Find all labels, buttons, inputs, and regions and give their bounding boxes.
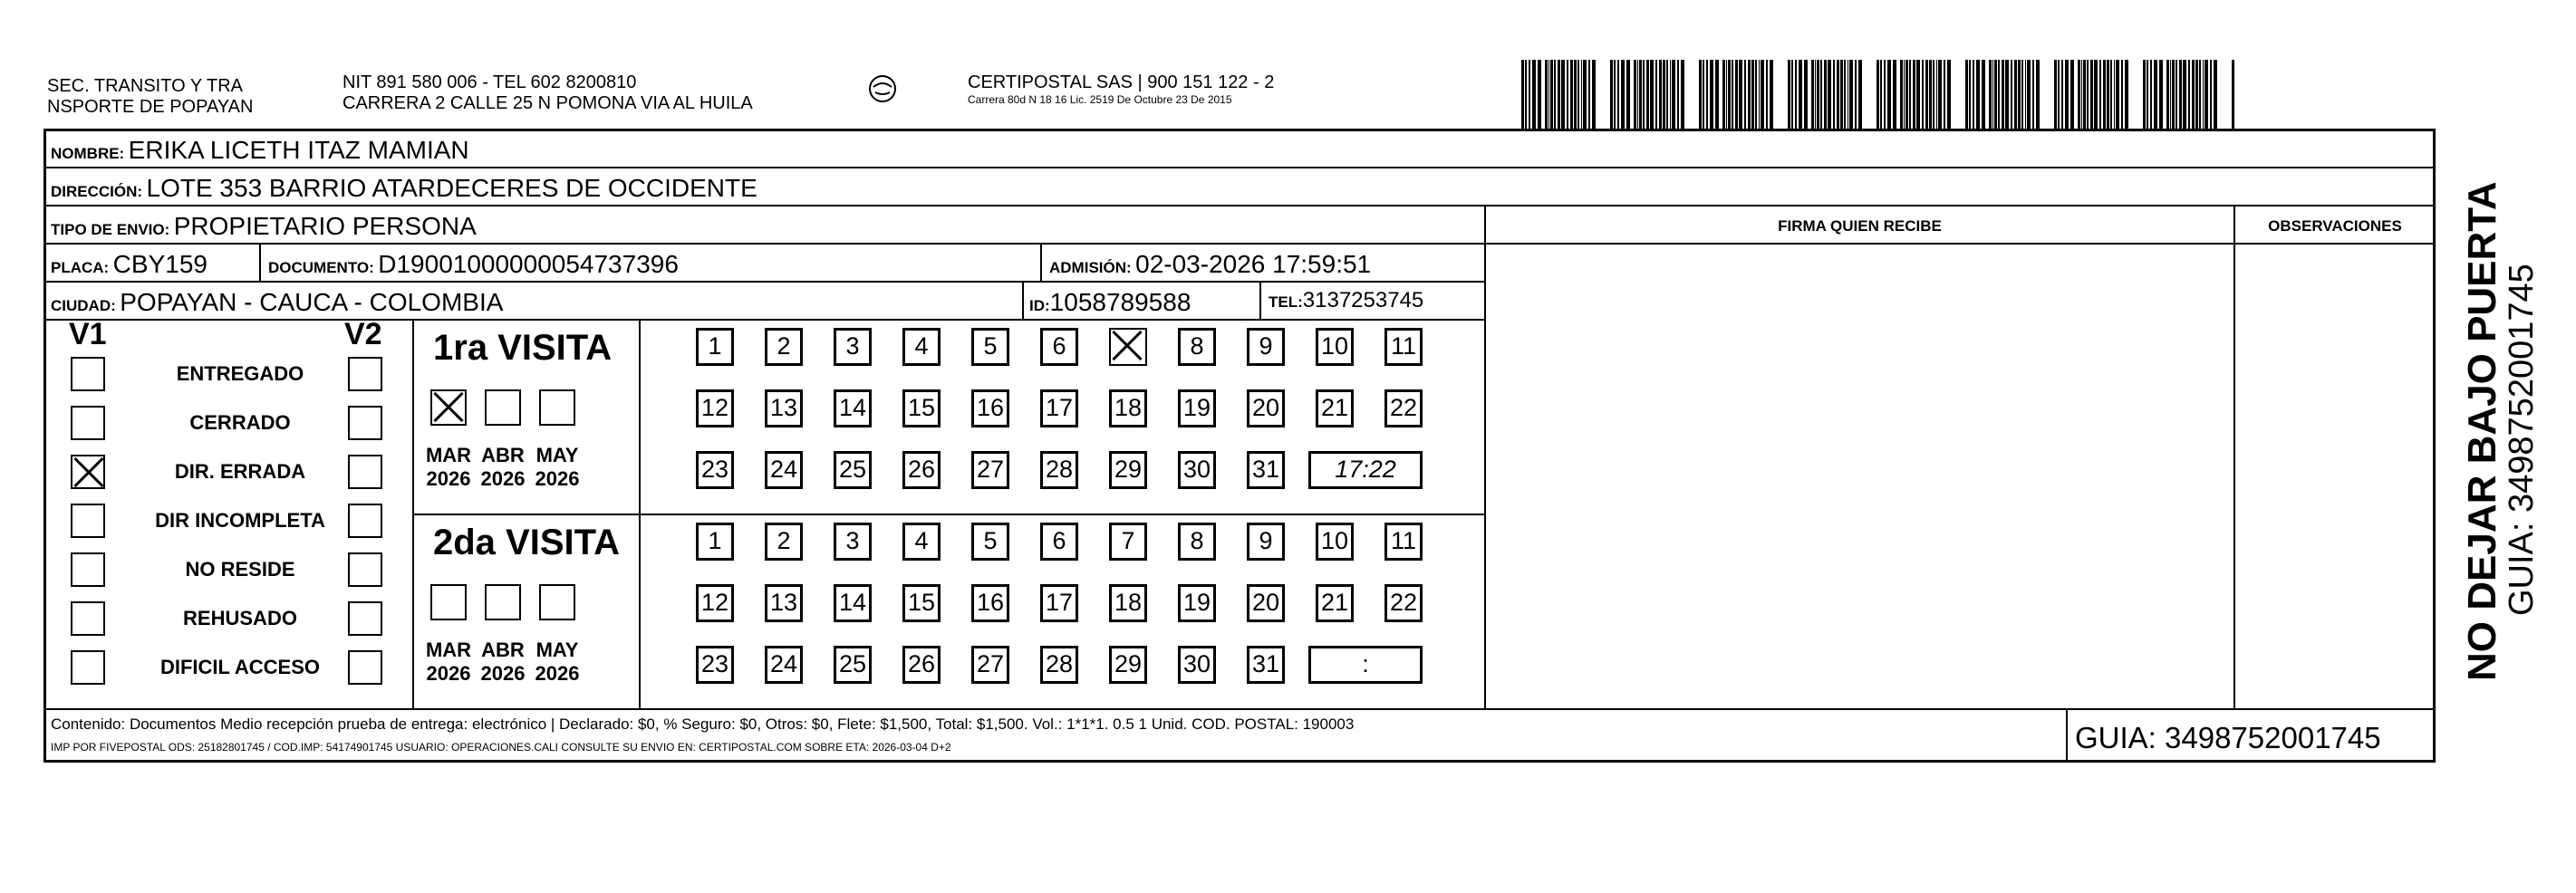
day-box[interactable]: 23 — [696, 451, 734, 489]
day-box[interactable]: 6 — [1040, 328, 1078, 366]
day-box[interactable]: 2 — [765, 328, 803, 366]
id-field: ID:1058789588 — [1029, 288, 1192, 316]
barcode-icon — [1509, 60, 2243, 129]
day-box[interactable]: 26 — [902, 646, 941, 684]
day-box[interactable]: 21 — [1316, 389, 1354, 427]
v1-checkbox[interactable] — [71, 357, 105, 391]
direccion-row: DIRECCIÓN: LOTE 353 BARRIO ATARDECERES DE OCCIDENTE — [51, 174, 757, 202]
day-box[interactable]: 17 — [1040, 584, 1078, 622]
visit-time-box[interactable]: : — [1308, 646, 1423, 684]
status-label: REHUSADO — [183, 607, 297, 629]
admision-field: ADMISIÓN: 02-03-2026 17:59:51 — [1049, 250, 1372, 278]
status-label: DIR INCOMPLETA — [155, 509, 325, 532]
v1-checkbox[interactable] — [71, 650, 105, 685]
v2-checkbox[interactable] — [348, 357, 382, 391]
day-box[interactable]: 4 — [902, 523, 941, 561]
nombre-row: NOMBRE: ERIKA LICETH ITAZ MAMIAN — [51, 136, 469, 164]
day-box[interactable]: 29 — [1109, 646, 1147, 684]
v2-checkbox[interactable] — [348, 650, 382, 685]
day-box[interactable]: 25 — [834, 646, 872, 684]
day-box[interactable]: 12 — [696, 584, 734, 622]
documento-field: DOCUMENTO: D19001000000054737396 — [268, 250, 679, 278]
shipment-type: PROPIETARIO PERSONA — [173, 212, 477, 240]
firma-label: FIRMA QUIEN RECIBE — [1778, 217, 1942, 235]
day-box[interactable]: 10 — [1316, 328, 1354, 366]
day-box[interactable]: 6 — [1040, 523, 1078, 561]
day-box[interactable]: 14 — [834, 584, 872, 622]
day-box[interactable]: 13 — [765, 584, 803, 622]
observaciones-label: OBSERVACIONES — [2268, 217, 2402, 235]
sender-line-1: SEC. TRANSITO Y TRA — [47, 76, 243, 96]
month-label: MAR 2026 — [425, 639, 472, 685]
day-box[interactable]: 2 — [765, 523, 803, 561]
carrier-line-2: Carrera 80d N 18 16 Lic. 2519 De Octubre 23 De 2015 — [968, 93, 1232, 106]
day-box[interactable]: 24 — [765, 451, 803, 489]
status-label: NO RESIDE — [185, 558, 295, 581]
day-box[interactable]: 22 — [1384, 389, 1423, 427]
v1-checkbox[interactable] — [71, 601, 105, 636]
ciudad-field: CIUDAD: POPAYAN - CAUCA - COLOMBIA — [51, 288, 504, 316]
day-box[interactable]: 30 — [1178, 646, 1216, 684]
v2-checkbox[interactable] — [348, 455, 382, 489]
recipient-address: LOTE 353 BARRIO ATARDECERES DE OCCIDENTE — [146, 174, 757, 202]
no-dejar-warning: NO DEJAR BAJO PUERTA — [2460, 181, 2504, 681]
day-box[interactable]: 19 — [1178, 389, 1216, 427]
day-box[interactable]: 14 — [834, 389, 872, 427]
day-box[interactable]: 3 — [834, 328, 872, 366]
status-label: ENTREGADO — [176, 362, 304, 385]
day-box[interactable]: 16 — [971, 584, 1009, 622]
month-checkbox[interactable] — [485, 584, 521, 620]
status-label: DIFICIL ACCESO — [159, 656, 320, 678]
day-box[interactable]: 20 — [1247, 389, 1285, 427]
day-box[interactable]: 7 — [1109, 523, 1147, 561]
month-label: MAR 2026 — [425, 444, 472, 490]
carrier-line-1: CERTIPOSTAL SAS | 900 151 122 - 2 — [968, 72, 1275, 92]
v2-checkbox[interactable] — [348, 504, 382, 538]
v1-checkbox[interactable] — [71, 455, 105, 489]
guia-number: GUIA: 3498752001745 — [2075, 721, 2381, 754]
month-label: ABR 2026 — [480, 444, 526, 490]
tel-field: TEL:3137253745 — [1269, 288, 1424, 312]
month-label: MAY 2026 — [535, 639, 580, 685]
day-box[interactable]: 26 — [902, 451, 941, 489]
sender-name — [47, 76, 253, 118]
day-box[interactable]: 15 — [902, 389, 941, 427]
tipo-row: TIPO DE ENVIO: PROPIETARIO PERSONA — [51, 212, 477, 240]
day-box[interactable] — [1109, 328, 1147, 366]
nit-line: NIT 891 580 006 - TEL 602 8200810 — [343, 72, 637, 92]
day-box[interactable]: 9 — [1247, 523, 1285, 561]
certipostal-logo-icon — [866, 72, 899, 105]
visit-time-box[interactable]: 17:22 — [1308, 451, 1423, 489]
v2-label: V2 — [344, 317, 382, 351]
day-box[interactable]: 3 — [834, 523, 872, 561]
day-box[interactable]: 27 — [971, 451, 1009, 489]
month-label: MAY 2026 — [535, 444, 580, 490]
day-box[interactable]: 30 — [1178, 451, 1216, 489]
day-box[interactable]: 28 — [1040, 646, 1078, 684]
day-box[interactable]: 19 — [1178, 584, 1216, 622]
month-checkbox[interactable] — [539, 584, 575, 620]
status-label: CERRADO — [189, 411, 291, 434]
day-box[interactable]: 5 — [971, 328, 1009, 366]
month-checkbox[interactable] — [485, 389, 521, 426]
month-checkbox[interactable] — [539, 389, 575, 426]
day-box[interactable]: 15 — [902, 584, 941, 622]
day-box[interactable]: 9 — [1247, 328, 1285, 366]
v2-checkbox[interactable] — [348, 406, 382, 440]
day-box[interactable]: 8 — [1178, 523, 1216, 561]
contents-line: Contenido: Documentos Medio recepción prueba de entrega: electrónico | Declarado: $0, % Seguro: $0, Otros: $0, Flete: $1,500, Total: $1,500. Vol.: 1*1*1. 0.5 1 Unid. COD. POSTAL: 190003 — [51, 715, 1355, 733]
sender-line-2: NSPORTE DE POPAYAN — [47, 97, 254, 117]
placa-field: PLACA: CBY159 — [51, 250, 207, 278]
v1-checkbox[interactable] — [71, 504, 105, 538]
day-box[interactable]: 16 — [971, 389, 1009, 427]
v1-checkbox[interactable] — [71, 406, 105, 440]
day-box[interactable]: 28 — [1040, 451, 1078, 489]
month-checkbox[interactable] — [430, 584, 467, 620]
second-visit-title: 2da VISITA — [433, 523, 620, 562]
v2-checkbox[interactable] — [348, 601, 382, 636]
day-box[interactable]: 18 — [1109, 584, 1147, 622]
day-box[interactable]: 27 — [971, 646, 1009, 684]
sender-contact — [343, 72, 753, 114]
day-box[interactable]: 21 — [1316, 584, 1354, 622]
v2-checkbox[interactable] — [348, 552, 382, 587]
recipient-name: ERIKA LICETH ITAZ MAMIAN — [128, 136, 469, 164]
month-checkbox[interactable] — [430, 389, 467, 426]
day-box[interactable]: 8 — [1178, 328, 1216, 366]
day-box[interactable]: 11 — [1384, 523, 1423, 561]
day-box[interactable]: 23 — [696, 646, 734, 684]
day-box[interactable]: 10 — [1316, 523, 1354, 561]
v1-label: V1 — [69, 317, 107, 351]
side-guia: GUIA: 3498752001745 — [2503, 264, 2541, 616]
day-box[interactable]: 4 — [902, 328, 941, 366]
day-box[interactable]: 24 — [765, 646, 803, 684]
day-box[interactable]: 5 — [971, 523, 1009, 561]
carrier-info — [968, 72, 1274, 106]
print-info-line: IMP POR FIVEPOSTAL ODS: 25182801745 / COD.IMP: 54174901745 USUARIO: OPERACIONES.CALI CONSULTE SU ENVIO EN: CERTIPOSTAL.COM SOBRE ETA: 2026-03-04 D+2 — [51, 741, 951, 754]
v1-checkbox[interactable] — [71, 552, 105, 587]
day-box[interactable]: 17 — [1040, 389, 1078, 427]
day-box[interactable]: 31 — [1247, 646, 1285, 684]
day-box[interactable]: 31 — [1247, 451, 1285, 489]
status-label: DIR. ERRADA — [174, 460, 306, 483]
first-visit-title: 1ra VISITA — [433, 328, 613, 368]
day-box[interactable]: 12 — [696, 389, 734, 427]
day-box[interactable]: 1 — [696, 523, 734, 561]
address-line: CARRERA 2 CALLE 25 N POMONA VIA AL HUILA — [343, 93, 753, 113]
month-label: ABR 2026 — [480, 639, 526, 685]
day-box[interactable]: 25 — [834, 451, 872, 489]
day-box[interactable]: 18 — [1109, 389, 1147, 427]
day-box[interactable]: 20 — [1247, 584, 1285, 622]
day-box[interactable]: 22 — [1384, 584, 1423, 622]
day-box[interactable]: 13 — [765, 389, 803, 427]
day-box[interactable]: 1 — [696, 328, 734, 366]
day-box[interactable]: 29 — [1109, 451, 1147, 489]
day-box[interactable]: 11 — [1384, 328, 1423, 366]
